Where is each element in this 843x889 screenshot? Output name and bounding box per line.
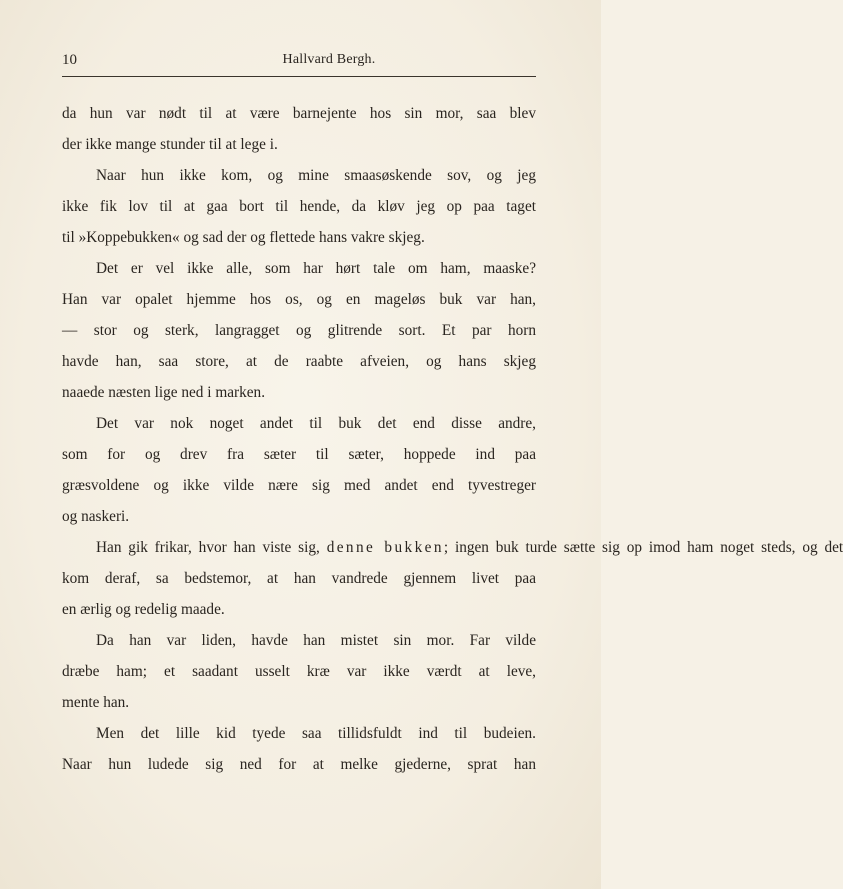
page-number: 10 (62, 52, 77, 68)
body-text (62, 98, 843, 780)
text-line: — stor og sterk, langragget og glitrende sort. Et par horn (62, 322, 536, 339)
header-rule (62, 76, 536, 77)
page-header (62, 52, 536, 74)
text-segment: ; ingen buk turde sætte sig op imod ham noget steds, og det (443, 539, 843, 556)
text-line: og naskeri. (62, 508, 130, 525)
text-line: mente han. (62, 694, 130, 711)
text-line: Da han var liden, havde han mistet sin mor. Far vilde (96, 632, 536, 649)
text-line: som for og drev fra sæter til sæter, hoppede ind paa (62, 446, 536, 463)
text-line: græsvoldene og ikke vilde nære sig med andet end tyvestreger (62, 477, 536, 494)
text-line: dræbe ham; et saadant usselt kræ var ikke værdt at leve, (62, 663, 536, 680)
text-line: til »Koppebukken« og sad der og flettede hans vakre skjeg. (62, 229, 425, 246)
text-line: naaede næsten lige ned i marken. (62, 384, 266, 401)
spaced-emphasis: denne bukken (326, 539, 444, 556)
text-line: havde han, saa store, at de raabte afveien, og hans skjeg (62, 353, 536, 370)
text-line: Naar hun ikke kom, og mine smaasøskende sov, og jeg (96, 167, 536, 184)
text-line: Det er vel ikke alle, som har hørt tale om ham, maaske? (96, 260, 536, 277)
text-line-spaced (62, 532, 843, 563)
text-line: da hun var nødt til at være barnejente hos sin mor, saa blev (62, 105, 536, 122)
text-segment: Han gik frikar, hvor han viste sig, (96, 539, 320, 556)
text-line: kom deraf, sa bedstemor, at han vandrede gjennem livet paa (62, 570, 536, 587)
text-line: Det var nok noget andet til buk det end disse andre, (96, 415, 536, 432)
text-line: Naar hun ludede sig ned for at melke gjederne, sprat han (62, 756, 536, 773)
text-line: en ærlig og redelig maade. (62, 601, 225, 618)
text-line: der ikke mange stunder til at lege i. (62, 136, 278, 153)
text-line: ikke fik lov til at gaa bort til hende, da kløv jeg op paa taget (62, 198, 536, 215)
text-line: Men det lille kid tyede saa tillidsfuldt ind til budeien. (96, 725, 536, 742)
running-head: Hallvard Bergh. (282, 52, 376, 67)
text-line: Han var opalet hjemme hos os, og en mageløs buk var han, (62, 291, 536, 308)
